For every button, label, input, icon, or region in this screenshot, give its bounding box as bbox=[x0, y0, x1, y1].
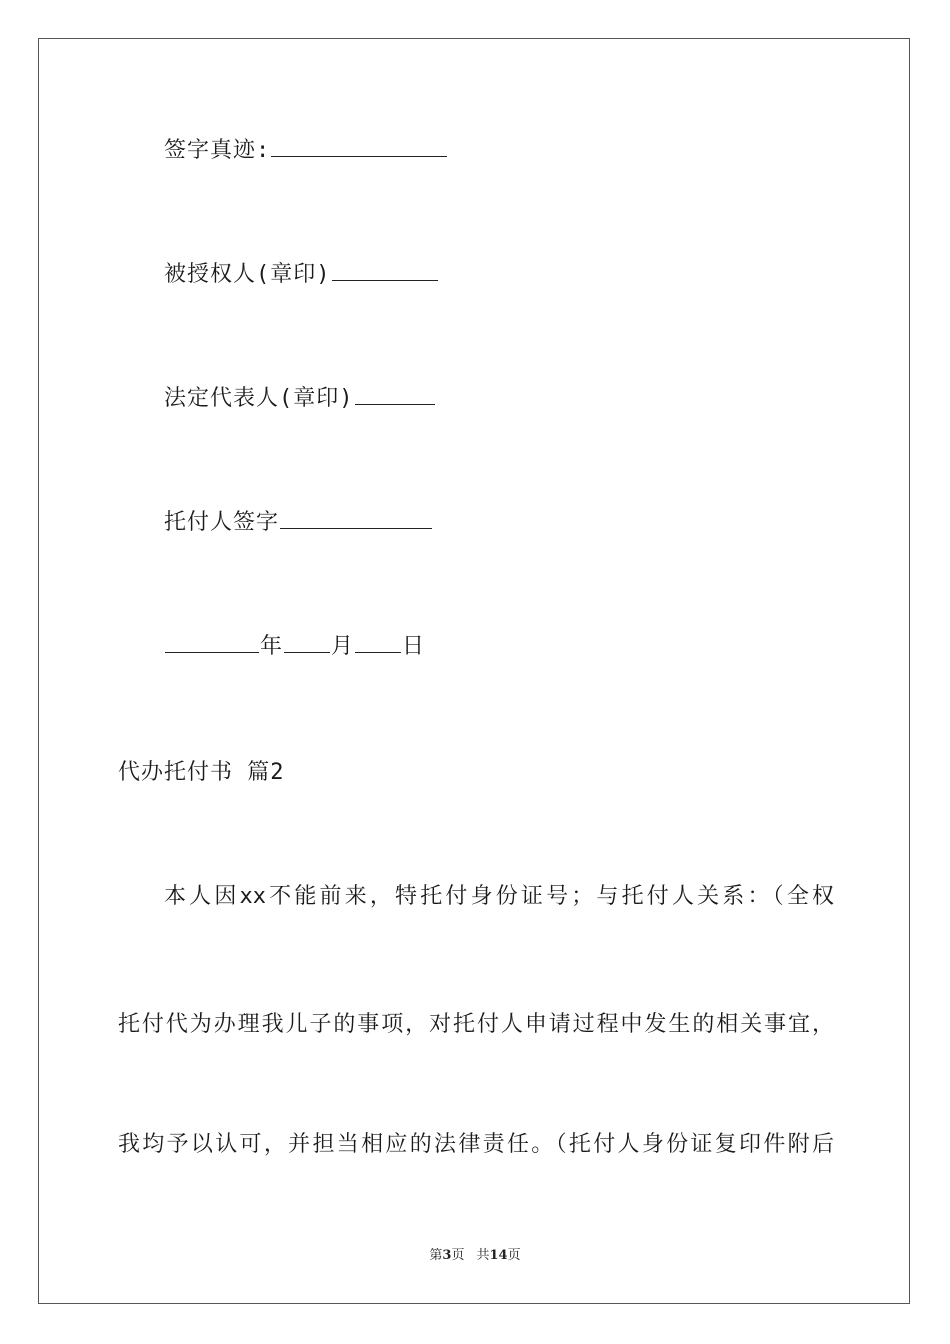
principal-sign-blank bbox=[280, 508, 432, 529]
section-title: 代办托付书 篇2 bbox=[118, 760, 285, 785]
footer-total-prefix: 共 bbox=[476, 1248, 490, 1263]
date-line bbox=[164, 632, 425, 662]
date-month: 月 bbox=[331, 634, 355, 659]
body-line-2: 托付代为办理我儿子的事项，对托付人申请过程中发生的相关事宜， bbox=[118, 1012, 834, 1037]
year-blank bbox=[165, 632, 259, 653]
footer-page-prefix: 第 bbox=[429, 1248, 443, 1263]
date-day: 日 bbox=[402, 634, 426, 659]
signature-line bbox=[164, 136, 448, 166]
legal-rep-blank bbox=[355, 384, 435, 405]
grantee-blank bbox=[332, 260, 438, 281]
footer-total-suffix: 页 bbox=[507, 1248, 521, 1263]
day-blank bbox=[355, 632, 401, 653]
page-frame bbox=[38, 38, 910, 1304]
body-line-3: 我均予以认可，并担当相应的法律责任。（托付人身份证复印件附后 bbox=[118, 1132, 834, 1157]
signature-label: 签字真迹: bbox=[164, 138, 271, 163]
month-blank bbox=[284, 632, 330, 653]
date-year: 年 bbox=[260, 634, 284, 659]
footer-page-suffix: 页 bbox=[451, 1248, 465, 1263]
grantee-label: 被授权人(章印) bbox=[164, 262, 331, 287]
signature-blank bbox=[271, 136, 447, 157]
principal-sign-label: 托付人签字 bbox=[164, 510, 280, 535]
principal-sign-line bbox=[164, 508, 433, 538]
legal-rep-label: 法定代表人(章印) bbox=[164, 386, 354, 411]
body-line-1: 本人因xx不能前来，特托付身份证号；与托付人关系：（全权 bbox=[164, 884, 834, 909]
footer-page-current: 3 bbox=[442, 1248, 452, 1263]
legal-rep-line bbox=[164, 384, 436, 414]
page-footer bbox=[0, 1246, 950, 1266]
grantee-line bbox=[164, 260, 439, 290]
footer-page-total: 14 bbox=[489, 1248, 508, 1263]
